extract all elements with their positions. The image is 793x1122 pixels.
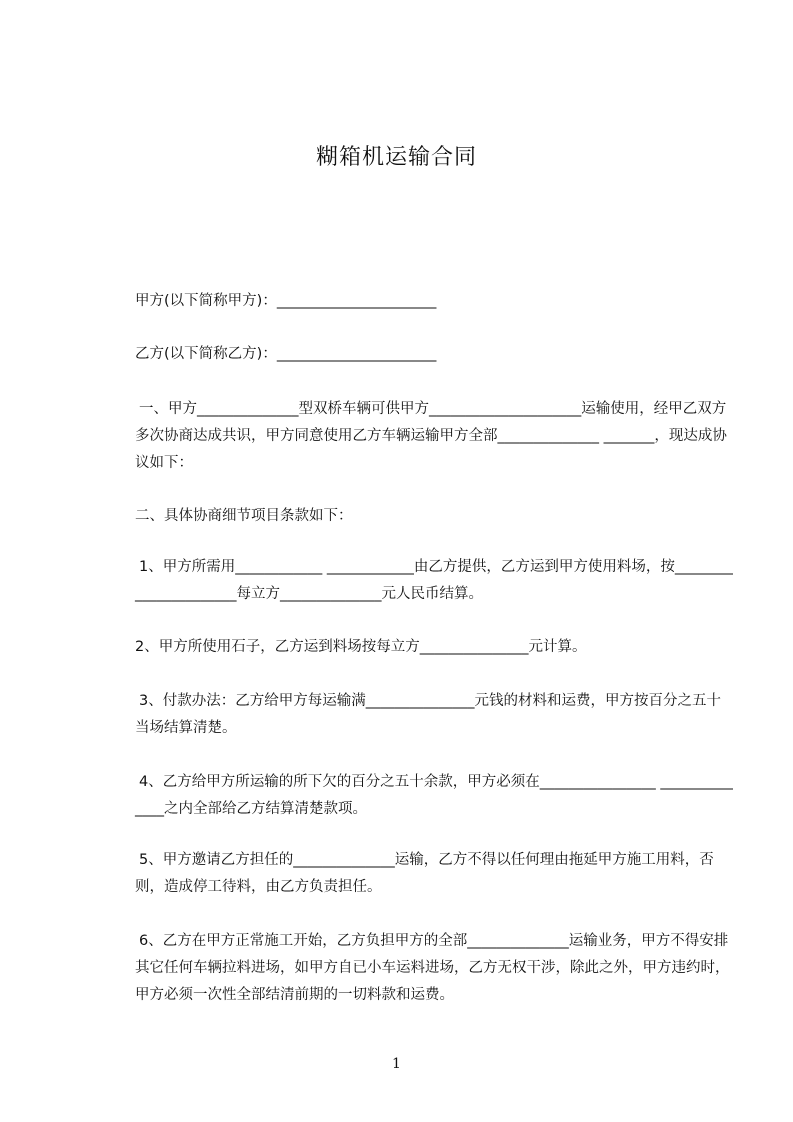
item-1: 1、甲方所需用____________ ____________由乙方提供，乙方运到甲方使用料场，按______________________每立方______________元人民币结算。: [135, 559, 733, 602]
clause-1: 一、甲方______________型双桥车辆可供甲方_____________________运输使用，经甲乙双方多次协商达成共识，甲方同意使用乙方车辆运输甲方全部______________ _______，现达成协议如下：: [135, 401, 727, 471]
clause-2: 二、具体协商细节项目条款如下：: [135, 508, 353, 524]
contract-title: 糊箱机运输合同: [315, 145, 477, 170]
item-4: 4、乙方给甲方所运输的所下欠的百分之五十余款，甲方必须在________________ ______________之内全部给乙方结算清楚款项。: [135, 774, 733, 817]
party-a-line: 甲方(以下简称甲方)：______________________: [135, 293, 437, 309]
page-number: 1: [392, 1056, 401, 1072]
item-5: 5、甲方邀请乙方担任的______________运输，乙方不得以任何理由拖延甲方施工用料，否则，造成停工待料，由乙方负责担任。: [135, 852, 714, 895]
item-3: 3、付款办法：乙方给甲方每运输满_______________元钱的材料和运费，甲方按百分之五十当场结算清楚。: [135, 693, 721, 736]
item-6: 6、乙方在甲方正常施工开始，乙方负担甲方的全部______________运输业务，甲方不得安排其它任何车辆拉料进场，如甲方自已小车运料进场，乙方无权干涉，除此之外，甲方违约时，甲方必须一次性全部结清前期的一切料款和运费。: [135, 933, 730, 1003]
party-b-line: 乙方(以下简称乙方)：______________________: [135, 346, 437, 362]
item-2: 2、甲方所使用石子，乙方运到料场按每立方_______________元计算。: [135, 639, 587, 655]
